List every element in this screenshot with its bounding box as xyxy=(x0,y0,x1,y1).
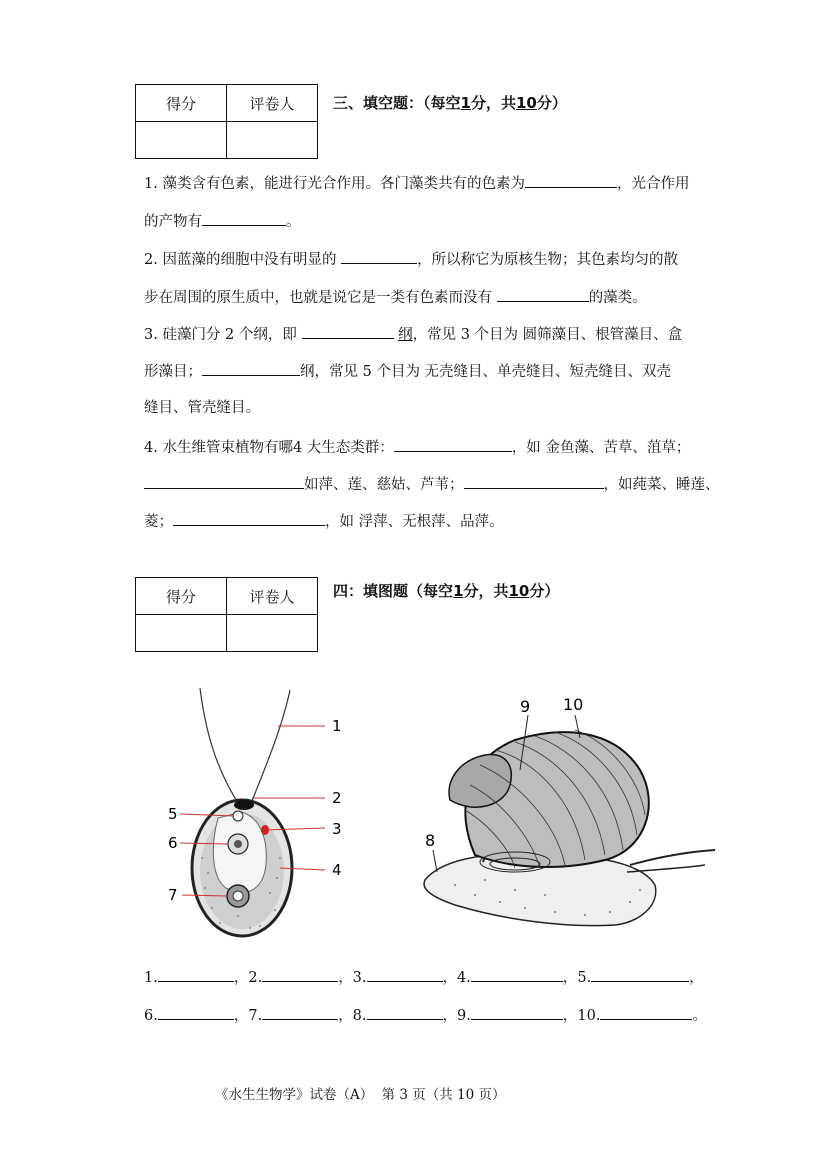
figure-label-9: 9 xyxy=(520,697,531,716)
section4-title: 四：填图题（每空1分，共10分） xyxy=(333,582,560,600)
question-4-line2: 如萍、莲、慈姑、芦苇； ，如莼菜、睡莲、 xyxy=(144,473,720,495)
figure-label-6: 6 xyxy=(168,834,178,852)
answer-blank[interactable] xyxy=(341,248,417,264)
answer-blank[interactable] xyxy=(158,1004,234,1020)
figure-label-8: 8 xyxy=(425,831,436,850)
answer-blank[interactable] xyxy=(367,966,443,982)
answer-blank[interactable] xyxy=(600,1004,692,1020)
answer-row-2: 6. ，7. ，8. ，9. ，10. 。 xyxy=(144,1004,707,1025)
answer-blank[interactable] xyxy=(202,210,286,226)
answer-blank[interactable] xyxy=(367,1004,443,1020)
score-table-section3 xyxy=(135,84,318,159)
answer-row-1: 1. ，2. ，3. ，4. ，5. ， xyxy=(144,966,704,987)
figure-label-7: 7 xyxy=(168,886,178,904)
figure-label-4: 4 xyxy=(332,861,342,879)
figure-label-1: 1 xyxy=(332,717,342,735)
question-1-line1: 1. 藻类含有色素，能进行光合作用。各门藻类共有的色素为 ，光合作用 xyxy=(144,172,689,194)
question-4-line3: 菱； ，如 浮萍、无根萍、品萍。 xyxy=(144,510,504,532)
answer-blank[interactable] xyxy=(158,966,234,982)
answer-blank[interactable] xyxy=(497,286,589,302)
answer-blank[interactable] xyxy=(262,966,338,982)
question-3-line1: 3. 硅藻门分 2 个纲，即 纲，常见 3 个目为 圆筛藻目、根管藻目、盒 xyxy=(144,323,682,345)
figure-label-2: 2 xyxy=(332,789,342,807)
grader-header: 评卷人 xyxy=(227,85,318,122)
answer-blank[interactable] xyxy=(471,1004,563,1020)
score-cell[interactable] xyxy=(136,122,227,159)
score-cell[interactable] xyxy=(136,615,227,652)
score-header: 得分 xyxy=(136,85,227,122)
snail-illustration xyxy=(415,690,735,940)
answer-blank[interactable] xyxy=(202,360,300,376)
answer-blank[interactable] xyxy=(302,323,394,339)
score-header: 得分 xyxy=(136,578,227,615)
figure-label-10: 10 xyxy=(563,695,584,714)
answer-blank[interactable] xyxy=(464,473,604,489)
answer-blank[interactable] xyxy=(591,966,689,982)
footer-title: 《水生生物学》试卷（A） xyxy=(215,1087,374,1103)
grader-header: 评卷人 xyxy=(227,578,318,615)
answer-blank[interactable] xyxy=(144,473,304,489)
answer-blank[interactable] xyxy=(262,1004,338,1020)
question-4-line1: 4. 水生维管束植物有哪4 大生态类群： ，如 金鱼藻、苦草、菹草； xyxy=(144,436,690,458)
grader-cell[interactable] xyxy=(227,122,318,159)
alga-illustration xyxy=(160,688,360,938)
score-table-section4 xyxy=(135,577,318,652)
question-3-line2: 形藻目； 纲，常见 5 个目为 无壳缝目、单壳缝目、短壳缝目、双壳 xyxy=(144,360,671,382)
page-footer xyxy=(215,1083,509,1103)
section3-title: 三、填空题：（每空1分，共10分） xyxy=(333,94,567,112)
question-2-line1: 2. 因蓝藻的细胞中没有明显的 ，所以称它为原核生物；其色素均匀的散 xyxy=(144,248,678,270)
question-2-line2: 步在周围的原生质中，也就是说它是一类有色素而没有 的藻类。 xyxy=(144,286,647,308)
answer-blank[interactable] xyxy=(173,510,325,526)
question-3-line3: 缝目、管壳缝目。 xyxy=(144,400,260,416)
answer-blank[interactable] xyxy=(525,172,617,188)
answer-blank[interactable] xyxy=(471,966,563,982)
footer-page: 第 3 页（共 10 页） xyxy=(381,1087,506,1103)
figure-label-5: 5 xyxy=(168,805,178,823)
grader-cell[interactable] xyxy=(227,615,318,652)
answer-blank[interactable] xyxy=(394,436,512,452)
question-1-line2: 的产物有 。 xyxy=(144,210,301,232)
figure-label-3: 3 xyxy=(332,820,342,838)
